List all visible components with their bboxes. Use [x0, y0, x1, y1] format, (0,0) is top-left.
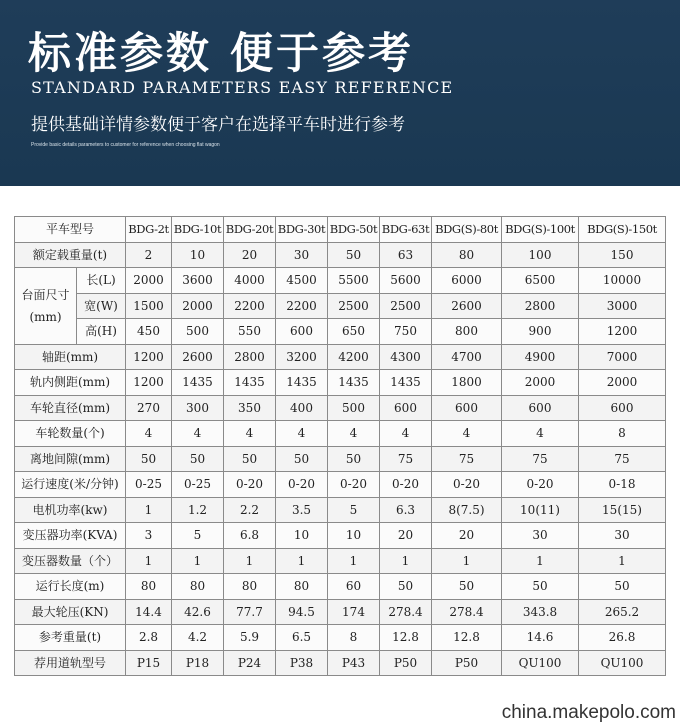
table-cell: 1435	[224, 370, 276, 396]
table-cell: P43	[328, 650, 380, 676]
table-cell: 100	[502, 242, 579, 268]
table-cell: 5600	[380, 268, 432, 294]
table-cell: 8	[328, 625, 380, 651]
table-cell: QU100	[579, 650, 666, 676]
table-cell: 600	[380, 395, 432, 421]
table-cell: 1.2	[172, 497, 224, 523]
table-cell: 4000	[224, 268, 276, 294]
table-cell: 1	[126, 497, 172, 523]
table-cell: 6.3	[380, 497, 432, 523]
table-cell: 30	[579, 523, 666, 549]
table-cell: 20	[224, 242, 276, 268]
table-cell: 50	[126, 446, 172, 472]
table-cell: 2	[126, 242, 172, 268]
header-banner	[0, 0, 680, 186]
table-cell: 1435	[328, 370, 380, 396]
model-header-cell: BDG(S)-150t	[579, 217, 666, 243]
table-cell: 14.4	[126, 599, 172, 625]
page-subtitle-english: Provide basic details parameters to customer for reference when choosing flat wagon	[31, 142, 220, 148]
table-cell: 60	[328, 574, 380, 600]
table-cell: 0-25	[172, 472, 224, 498]
table-cell: 4.2	[172, 625, 224, 651]
table-cell: 2600	[172, 344, 224, 370]
table-cell: 1200	[126, 370, 172, 396]
table-cell: 12.8	[380, 625, 432, 651]
table-cell: 4300	[380, 344, 432, 370]
table-row	[15, 599, 666, 625]
table-cell: 50	[579, 574, 666, 600]
table-row	[15, 421, 666, 447]
table-cell: 75	[579, 446, 666, 472]
table-cell: 1200	[126, 344, 172, 370]
table-cell: 94.5	[276, 599, 328, 625]
table-row	[15, 497, 666, 523]
parameters-table	[14, 216, 666, 676]
table-cell: 8(7.5)	[432, 497, 502, 523]
table-cell: P50	[432, 650, 502, 676]
table-cell: 6.8	[224, 523, 276, 549]
table-cell: P24	[224, 650, 276, 676]
table-cell: 2200	[224, 293, 276, 319]
table-cell: 1	[432, 548, 502, 574]
table-cell: 2000	[172, 293, 224, 319]
table-cell: 278.4	[432, 599, 502, 625]
table-cell: 1	[380, 548, 432, 574]
row-label: 电机功率(kw)	[15, 497, 126, 523]
table-cell: 30	[276, 242, 328, 268]
model-header-cell: BDG-10t	[172, 217, 224, 243]
table-cell: 10	[276, 523, 328, 549]
table-cell: 4	[328, 421, 380, 447]
table-cell: 12.8	[432, 625, 502, 651]
table-cell: 5.9	[224, 625, 276, 651]
row-label: 最大轮压(KN)	[15, 599, 126, 625]
table-cell: 30	[502, 523, 579, 549]
table-cell: 50	[328, 242, 380, 268]
table-cell: 4700	[432, 344, 502, 370]
row-label: 荐用道轨型号	[15, 650, 126, 676]
table-row	[15, 319, 666, 345]
table-cell: 750	[380, 319, 432, 345]
table-cell: 4900	[502, 344, 579, 370]
table-row	[15, 293, 666, 319]
table-cell: 1800	[432, 370, 502, 396]
table-cell: 20	[380, 523, 432, 549]
table-cell: 4200	[328, 344, 380, 370]
table-cell: 0-20	[328, 472, 380, 498]
table-cell: 550	[224, 319, 276, 345]
table-row	[15, 268, 666, 294]
table-cell: 300	[172, 395, 224, 421]
row-sublabel-width: 宽(W)	[77, 293, 126, 319]
model-header-cell: BDG-50t	[328, 217, 380, 243]
table-cell: 3.5	[276, 497, 328, 523]
table-cell: 450	[126, 319, 172, 345]
table-row	[15, 523, 666, 549]
model-header-cell: BDG-30t	[276, 217, 328, 243]
model-header-cell: BDG(S)-80t	[432, 217, 502, 243]
table-cell: 1	[224, 548, 276, 574]
table-cell: 50	[172, 446, 224, 472]
table-cell: 50	[328, 446, 380, 472]
table-row	[15, 650, 666, 676]
table-size-label-line1: 台面尺寸	[21, 287, 70, 302]
table-cell: 2800	[224, 344, 276, 370]
row-label: 轨内侧距(mm)	[15, 370, 126, 396]
table-cell: 1435	[276, 370, 328, 396]
table-cell: 75	[432, 446, 502, 472]
table-cell: 600	[432, 395, 502, 421]
table-header-row	[15, 217, 666, 243]
table-cell: 0-20	[502, 472, 579, 498]
row-label-rated-load: 额定载重量(t)	[15, 242, 126, 268]
table-row	[15, 625, 666, 651]
table-cell: 7000	[579, 344, 666, 370]
table-cell: 80	[432, 242, 502, 268]
table-cell: 50	[224, 446, 276, 472]
table-cell: 900	[502, 319, 579, 345]
table-cell: 4	[432, 421, 502, 447]
row-label: 离地间隙(mm)	[15, 446, 126, 472]
table-cell: 5	[172, 523, 224, 549]
table-cell: 1	[172, 548, 224, 574]
table-cell: 63	[380, 242, 432, 268]
table-cell: 10	[172, 242, 224, 268]
row-label: 运行速度(米/分钟)	[15, 472, 126, 498]
table-cell: 800	[432, 319, 502, 345]
parameters-table-wrapper	[14, 216, 666, 676]
table-cell: 6.5	[276, 625, 328, 651]
table-cell: 2200	[276, 293, 328, 319]
table-cell: 80	[224, 574, 276, 600]
table-cell: 3000	[579, 293, 666, 319]
table-cell: 2500	[328, 293, 380, 319]
table-row	[15, 395, 666, 421]
row-label: 变压器数量（个）	[15, 548, 126, 574]
row-label: 运行长度(m)	[15, 574, 126, 600]
watermark: china.makepolo.com	[501, 702, 676, 723]
table-row	[15, 446, 666, 472]
table-cell: QU100	[502, 650, 579, 676]
table-cell: P50	[380, 650, 432, 676]
table-cell: 2000	[126, 268, 172, 294]
table-size-label-unit: (mm)	[29, 309, 62, 324]
table-cell: 650	[328, 319, 380, 345]
table-cell: 174	[328, 599, 380, 625]
table-cell: 2000	[502, 370, 579, 396]
table-cell: 3200	[276, 344, 328, 370]
table-cell: 75	[502, 446, 579, 472]
table-cell: P38	[276, 650, 328, 676]
table-cell: P15	[126, 650, 172, 676]
table-cell: 278.4	[380, 599, 432, 625]
table-cell: 3600	[172, 268, 224, 294]
table-cell: 600	[502, 395, 579, 421]
table-cell: 150	[579, 242, 666, 268]
table-row	[15, 574, 666, 600]
table-cell: 600	[579, 395, 666, 421]
model-header-cell: BDG-63t	[380, 217, 432, 243]
page-title-english: STANDARD PARAMETERS EASY REFERENCE	[31, 78, 454, 97]
table-cell: 2800	[502, 293, 579, 319]
table-cell: 6500	[502, 268, 579, 294]
table-cell: 265.2	[579, 599, 666, 625]
table-cell: 15(15)	[579, 497, 666, 523]
table-cell: 343.8	[502, 599, 579, 625]
table-cell: 4500	[276, 268, 328, 294]
table-cell: 14.6	[502, 625, 579, 651]
table-cell: 2.8	[126, 625, 172, 651]
table-cell: 500	[172, 319, 224, 345]
table-cell: 50	[276, 446, 328, 472]
table-cell: 2.2	[224, 497, 276, 523]
table-row	[15, 242, 666, 268]
table-cell: 10000	[579, 268, 666, 294]
table-cell: 80	[172, 574, 224, 600]
table-cell: 4	[172, 421, 224, 447]
table-cell: 4	[224, 421, 276, 447]
row-label: 轴距(mm)	[15, 344, 126, 370]
table-cell: 5	[328, 497, 380, 523]
table-cell: 500	[328, 395, 380, 421]
table-cell: 8	[579, 421, 666, 447]
table-cell: 4	[380, 421, 432, 447]
table-cell: 400	[276, 395, 328, 421]
table-cell: 350	[224, 395, 276, 421]
table-cell: 600	[276, 319, 328, 345]
model-header-cell: BDG(S)-100t	[502, 217, 579, 243]
table-cell: 3	[126, 523, 172, 549]
table-row	[15, 472, 666, 498]
table-cell: 77.7	[224, 599, 276, 625]
table-cell: 5500	[328, 268, 380, 294]
table-cell: 2000	[579, 370, 666, 396]
table-cell: 0-25	[126, 472, 172, 498]
row-sublabel-length: 长(L)	[77, 268, 126, 294]
row-label-table-size	[15, 268, 77, 345]
table-cell: 0-20	[224, 472, 276, 498]
table-cell: 50	[432, 574, 502, 600]
page-subtitle: 提供基础详情参数便于客户在选择平车时进行参考	[31, 115, 405, 135]
row-label: 变压器功率(KVA)	[15, 523, 126, 549]
table-cell: 42.6	[172, 599, 224, 625]
row-label: 车轮数量(个)	[15, 421, 126, 447]
table-cell: 1500	[126, 293, 172, 319]
table-cell: 4	[276, 421, 328, 447]
table-cell: 1	[126, 548, 172, 574]
table-cell: 4	[126, 421, 172, 447]
table-cell: 80	[126, 574, 172, 600]
table-cell: 4	[502, 421, 579, 447]
row-label: 车轮直径(mm)	[15, 395, 126, 421]
table-cell: 1435	[380, 370, 432, 396]
table-cell: 1435	[172, 370, 224, 396]
table-cell: 0-20	[276, 472, 328, 498]
table-cell: 2500	[380, 293, 432, 319]
table-cell: 10	[328, 523, 380, 549]
table-cell: 10(11)	[502, 497, 579, 523]
table-row	[15, 344, 666, 370]
table-cell: 1	[276, 548, 328, 574]
table-cell: 1	[328, 548, 380, 574]
table-cell: 0-18	[579, 472, 666, 498]
table-cell: 1200	[579, 319, 666, 345]
table-row	[15, 370, 666, 396]
row-sublabel-height: 高(H)	[77, 319, 126, 345]
table-cell: P18	[172, 650, 224, 676]
table-cell: 50	[502, 574, 579, 600]
table-cell: 0-20	[380, 472, 432, 498]
model-header-cell: BDG-20t	[224, 217, 276, 243]
table-cell: 50	[380, 574, 432, 600]
table-cell: 6000	[432, 268, 502, 294]
model-header-cell: BDG-2t	[126, 217, 172, 243]
table-cell: 26.8	[579, 625, 666, 651]
page-title: 标准参数 便于参考	[28, 29, 414, 79]
table-cell: 75	[380, 446, 432, 472]
table-cell: 80	[276, 574, 328, 600]
table-cell: 1	[579, 548, 666, 574]
table-cell: 0-20	[432, 472, 502, 498]
row-label: 参考重量(t)	[15, 625, 126, 651]
table-cell: 1	[502, 548, 579, 574]
table-cell: 270	[126, 395, 172, 421]
row-label-model: 平车型号	[15, 217, 126, 243]
table-cell: 2600	[432, 293, 502, 319]
table-row	[15, 548, 666, 574]
table-cell: 20	[432, 523, 502, 549]
